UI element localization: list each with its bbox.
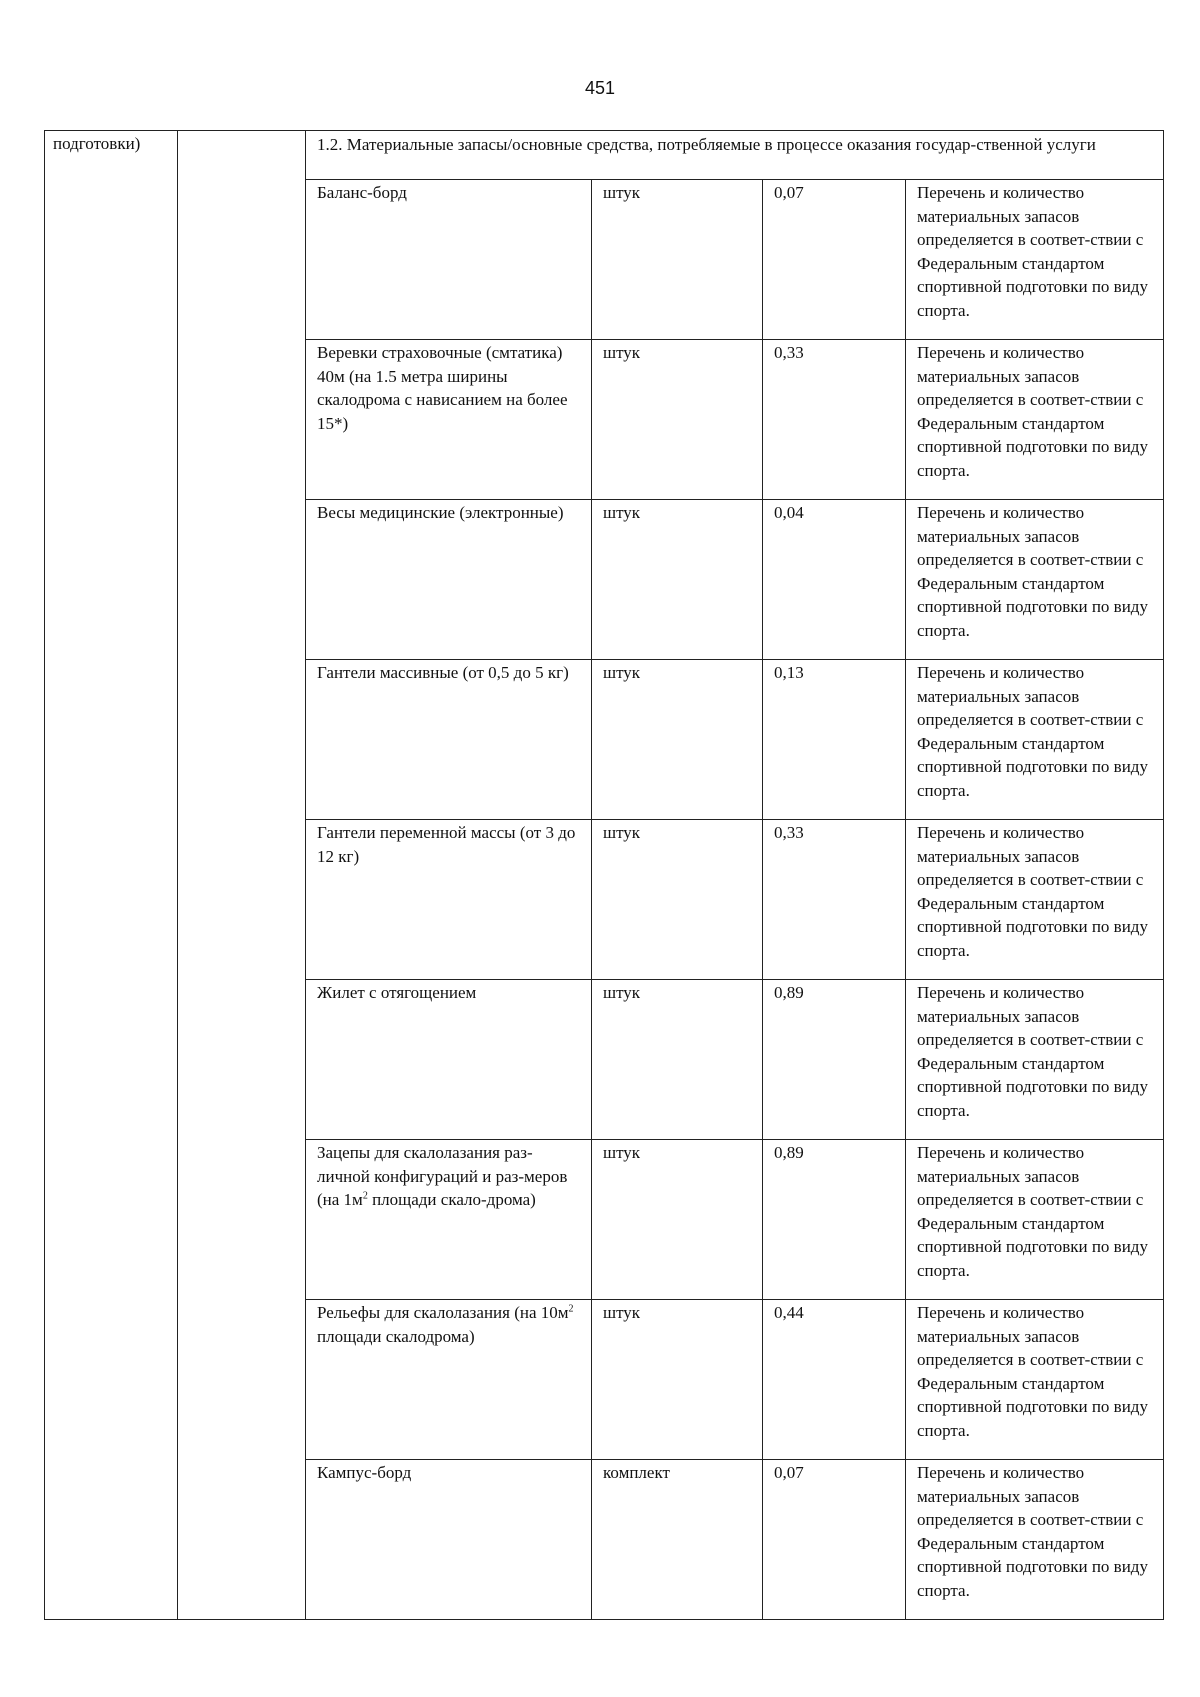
item-unit: штук [592,660,763,820]
item-note: Перечень и количество материальных запасов определяется в соответ-ствии с Федеральным стандартом спортивной подготовки по виду спорта. [906,1460,1164,1620]
item-note: Перечень и количество материальных запасов определяется в соответ-ствии с Федеральным стандартом спортивной подготовки по виду спорта. [906,660,1164,820]
item-note: Перечень и количество материальных запасов определяется в соответ-ствии с Федеральным стандартом спортивной подготовки по виду спорта. [906,340,1164,500]
item-name: Баланс-борд [306,180,592,340]
item-value: 0,44 [763,1300,906,1460]
item-unit: штук [592,340,763,500]
item-value: 0,33 [763,820,906,980]
section-header: 1.2. Материальные запасы/основные средства, потребляемые в процессе оказания государ-ственной услуги [306,131,1164,180]
left-column-cell: подготовки) [45,131,178,1620]
item-note: Перечень и количество материальных запасов определяется в соответ-ствии с Федеральным стандартом спортивной подготовки по виду спорта. [906,180,1164,340]
item-name: Кампус-борд [306,1460,592,1620]
item-note: Перечень и количество материальных запасов определяется в соответ-ствии с Федеральным стандартом спортивной подготовки по виду спорта. [906,820,1164,980]
item-value: 0,33 [763,340,906,500]
item-value: 0,89 [763,980,906,1140]
item-unit: штук [592,1300,763,1460]
item-note: Перечень и количество материальных запасов определяется в соответ-ствии с Федеральным стандартом спортивной подготовки по виду спорта. [906,1140,1164,1300]
second-column-cell [178,131,306,1620]
section-header-row [45,131,1164,180]
item-name: Гантели переменной массы (от 3 до 12 кг) [306,820,592,980]
item-name: Рельефы для скалолазания (на $10м^2$ площади скалодрома) [306,1300,592,1460]
item-value: 0,13 [763,660,906,820]
materials-table [44,130,1164,1620]
item-name: Гантели массивные (от 0,5 до 5 кг) [306,660,592,820]
item-unit: штук [592,820,763,980]
item-name: Жилет с отягощением [306,980,592,1140]
item-unit: комплект [592,1460,763,1620]
item-unit: штук [592,500,763,660]
item-value: 0,89 [763,1140,906,1300]
page-number: 451 [584,78,616,98]
item-value: 0,07 [763,180,906,340]
item-name: Зацепы для скалолазания раз-личной конфигураций и раз-меров (на $1м^2$ площади скало-дрома) [306,1140,592,1300]
item-value: 0,07 [763,1460,906,1620]
item-unit: штук [592,180,763,340]
item-unit: штук [592,1140,763,1300]
item-name: Веревки страховочные (смтатика) 40м (на 1.5 метра ширины скалодрома с нависанием на более 15*) [306,340,592,500]
item-note: Перечень и количество материальных запасов определяется в соответ-ствии с Федеральным стандартом спортивной подготовки по виду спорта. [906,980,1164,1140]
item-note: Перечень и количество материальных запасов определяется в соответ-ствии с Федеральным стандартом спортивной подготовки по виду спорта. [906,500,1164,660]
item-value: 0,04 [763,500,906,660]
item-note: Перечень и количество материальных запасов определяется в соответ-ствии с Федеральным стандартом спортивной подготовки по виду спорта. [906,1300,1164,1460]
item-unit: штук [592,980,763,1140]
item-name: Весы медицинские (электронные) [306,500,592,660]
